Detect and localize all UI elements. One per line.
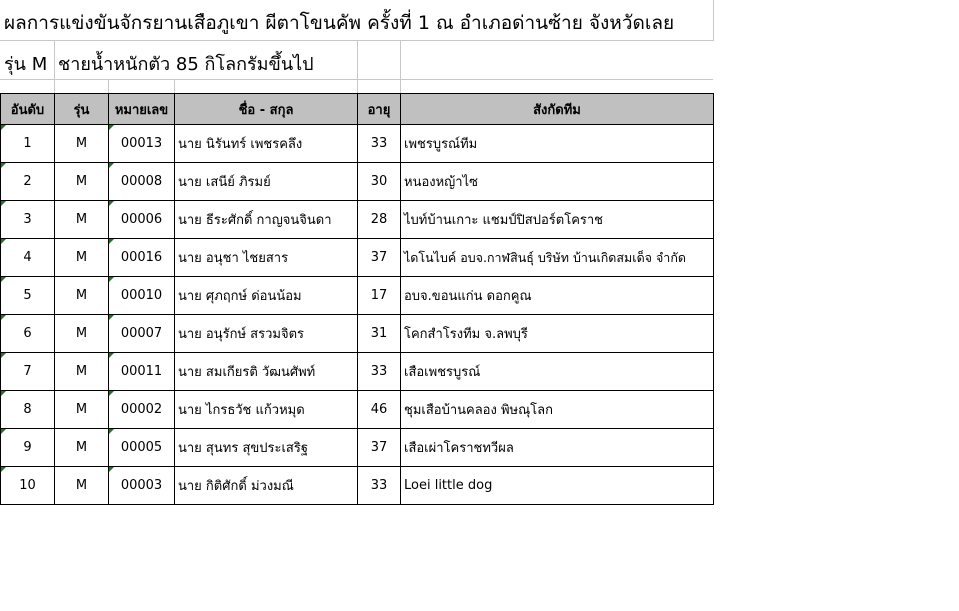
age-cell[interactable]: 33 [358, 353, 401, 391]
number-cell[interactable]: 00005 [109, 429, 175, 467]
name-cell[interactable]: นาย สมเกียรติ วัฒนศัพท์ [175, 353, 358, 391]
team-cell[interactable]: Loei little dog [401, 467, 714, 505]
class-cell[interactable]: M [55, 353, 109, 391]
age-cell[interactable]: 31 [358, 315, 401, 353]
team-cell[interactable]: เพชรบูรณ์ทีม [401, 125, 714, 163]
class-cell[interactable]: M [55, 201, 109, 239]
number-cell[interactable]: 00002 [109, 391, 175, 429]
name-cell[interactable]: นาย อนุชา ไชยสาร [175, 239, 358, 277]
table-row [1, 429, 714, 467]
team-cell[interactable]: ชุมเสือบ้านคลอง พิษณุโลก [401, 391, 714, 429]
category-description-cell[interactable] [55, 41, 358, 79]
name-cell[interactable]: นาย เสนีย์ ภิรมย์ [175, 163, 358, 201]
rank-cell[interactable]: 5 [1, 277, 55, 315]
age-cell[interactable]: 33 [358, 467, 401, 505]
table-row [1, 391, 714, 429]
column-header-number[interactable]: หมายเลข [109, 94, 175, 125]
rank-cell[interactable]: 1 [1, 125, 55, 163]
column-header-class[interactable]: รุ่น [55, 94, 109, 125]
empty-cell[interactable] [55, 80, 109, 93]
number-cell[interactable]: 00010 [109, 277, 175, 315]
class-cell[interactable]: M [55, 239, 109, 277]
age-cell[interactable]: 37 [358, 239, 401, 277]
rank-cell[interactable]: 7 [1, 353, 55, 391]
category-label-cell[interactable] [0, 41, 55, 79]
title-cell[interactable] [0, 0, 714, 41]
rank-cell[interactable]: 10 [1, 467, 55, 505]
table-row [1, 201, 714, 239]
class-cell[interactable]: M [55, 315, 109, 353]
empty-cell[interactable] [358, 80, 401, 93]
table-row [1, 277, 714, 315]
category-row [0, 41, 713, 80]
blank-row [0, 80, 713, 93]
age-cell[interactable]: 17 [358, 277, 401, 315]
team-cell[interactable]: อบจ.ขอนแก่น ดอกคูณ [401, 277, 714, 315]
class-cell[interactable]: M [55, 467, 109, 505]
rank-cell[interactable]: 9 [1, 429, 55, 467]
table-row [1, 315, 714, 353]
category-description: ชายน้ำหนักตัว 85 กิโลกรัมขึ้นไป [58, 54, 314, 75]
number-cell[interactable]: 00003 [109, 467, 175, 505]
rank-cell[interactable]: 2 [1, 163, 55, 201]
category-label: รุ่น M [4, 54, 48, 75]
class-cell[interactable]: M [55, 125, 109, 163]
page-title: ผลการแข่งขันจักรยานเสือภูเขา ผีตาโขนคัพ ครั้งที่ 1 ณ อำเภอด่านซ้าย จังหวัดเลย [4, 12, 675, 34]
column-header-team[interactable]: สังกัดทีม [401, 94, 714, 125]
rank-cell[interactable]: 8 [1, 391, 55, 429]
number-cell[interactable]: 00013 [109, 125, 175, 163]
table-row [1, 353, 714, 391]
table-row [1, 163, 714, 201]
team-cell[interactable]: เสือเผ่าโคราชทวีผล [401, 429, 714, 467]
column-header-rank[interactable]: อันดับ [1, 94, 55, 125]
number-cell[interactable]: 00011 [109, 353, 175, 391]
age-cell[interactable]: 30 [358, 163, 401, 201]
name-cell[interactable]: นาย ธีระศักดิ์ กาญจนจินดา [175, 201, 358, 239]
name-cell[interactable]: นาย สุนทร สุขประเสริฐ [175, 429, 358, 467]
table-header-row [1, 94, 714, 125]
number-cell[interactable]: 00006 [109, 201, 175, 239]
number-cell[interactable]: 00007 [109, 315, 175, 353]
number-cell[interactable]: 00008 [109, 163, 175, 201]
name-cell[interactable]: นาย ศุภฤกษ์ ด่อนน้อม [175, 277, 358, 315]
team-cell[interactable]: โคกสำโรงทีม จ.ลพบุรี [401, 315, 714, 353]
number-cell[interactable]: 00016 [109, 239, 175, 277]
table-row [1, 239, 714, 277]
team-cell[interactable]: หนองหญ้าไซ [401, 163, 714, 201]
rank-cell[interactable]: 4 [1, 239, 55, 277]
name-cell[interactable]: นาย นิรันทร์ เพชรคลึง [175, 125, 358, 163]
name-cell[interactable]: นาย ไกรธวัช แก้วหมุด [175, 391, 358, 429]
name-cell[interactable]: นาย กิติศักดิ์ ม่วงมณี [175, 467, 358, 505]
team-cell[interactable]: เสือเพชรบูรณ์ [401, 353, 714, 391]
column-header-age[interactable]: อายุ [358, 94, 401, 125]
team-cell[interactable]: ไดโนไบค์ อบจ.กาฬสินธุ์ บริษัท บ้านเกิดสมเด็จ จำกัด [401, 239, 714, 277]
empty-cell[interactable] [109, 80, 175, 93]
class-cell[interactable]: M [55, 277, 109, 315]
class-cell[interactable]: M [55, 429, 109, 467]
age-cell[interactable]: 33 [358, 125, 401, 163]
class-cell[interactable]: M [55, 391, 109, 429]
table-row [1, 125, 714, 163]
table-row [1, 467, 714, 505]
rank-cell[interactable]: 6 [1, 315, 55, 353]
age-cell[interactable]: 46 [358, 391, 401, 429]
team-cell[interactable]: ไบท์บ้านเกาะ แชมป์ปิสปอร์ตโคราช [401, 201, 714, 239]
empty-cell[interactable] [358, 41, 401, 79]
rank-cell[interactable]: 3 [1, 201, 55, 239]
age-cell[interactable]: 28 [358, 201, 401, 239]
age-cell[interactable]: 37 [358, 429, 401, 467]
name-cell[interactable]: นาย อนุรักษ์ สรวมจิตร [175, 315, 358, 353]
empty-cell[interactable] [0, 80, 55, 93]
column-header-name[interactable]: ชื่อ - สกุล [175, 94, 358, 125]
class-cell[interactable]: M [55, 163, 109, 201]
empty-cell[interactable] [175, 80, 358, 93]
results-table [0, 93, 714, 505]
